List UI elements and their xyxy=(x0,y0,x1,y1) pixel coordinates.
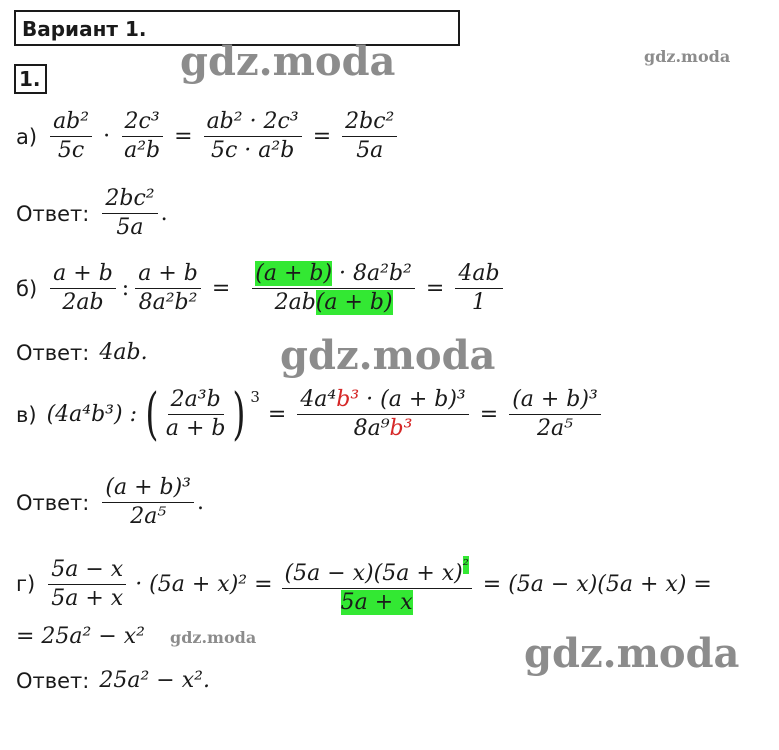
numerator xyxy=(252,260,415,289)
part-v-answer xyxy=(16,474,204,531)
fraction xyxy=(48,556,126,613)
result-line: = 25a² − x² xyxy=(16,624,146,649)
fraction xyxy=(252,260,415,317)
right-paren: ) xyxy=(232,381,246,447)
numerator-rest: · 8a²b² xyxy=(332,261,412,286)
middle-expression: · (5a + x)² = xyxy=(135,571,273,597)
fraction xyxy=(121,108,163,165)
lhs-expression: (4a⁴b³) : xyxy=(46,402,137,427)
denominator: 5a xyxy=(116,215,144,240)
numerator-part: · (a + b)³ xyxy=(359,387,466,412)
denominator-part: 8a⁹ xyxy=(353,416,390,441)
answer-label: Ответ: xyxy=(16,340,90,365)
denominator: 5c xyxy=(57,138,85,163)
equals-sign: = xyxy=(174,124,193,149)
denominator xyxy=(272,289,396,317)
equals-sign: = xyxy=(267,402,287,427)
part-v-label: в) xyxy=(16,402,37,427)
part-a-label: а) xyxy=(16,124,38,149)
fraction xyxy=(135,260,201,317)
answer-value: 25a² − x². xyxy=(99,668,210,693)
multiply-dot: · xyxy=(103,124,111,149)
answer-label: Ответ: xyxy=(16,490,90,515)
period: . xyxy=(160,201,168,226)
watermark-2: gdz.moda xyxy=(644,47,731,66)
numerator: ab² · 2c³ xyxy=(204,108,302,137)
watermark-4: gdz.moda xyxy=(170,628,257,647)
denominator: 5a xyxy=(356,138,384,163)
fraction xyxy=(204,108,302,165)
part-g-answer xyxy=(16,668,210,693)
answer-label: Ответ: xyxy=(16,668,90,693)
fraction xyxy=(163,386,229,443)
denominator: 2ab xyxy=(62,290,104,315)
result-expression: = (5a − x)(5a + x) = xyxy=(482,571,712,597)
part-a-equation xyxy=(16,108,400,165)
denominator: 8a²b² xyxy=(138,290,198,315)
highlighted-factor: (a + b) xyxy=(255,261,333,286)
fraction xyxy=(282,551,472,617)
denominator: a + b xyxy=(165,416,226,441)
fraction xyxy=(50,108,92,165)
denominator: a²b xyxy=(124,138,161,163)
divide-colon: : xyxy=(121,276,130,301)
power-exponent: 3 xyxy=(250,388,260,406)
period: . xyxy=(196,490,204,515)
numerator: 4ab xyxy=(455,260,502,289)
numerator: 2bc² xyxy=(342,108,397,137)
numerator-part: (5a − x)(5a + x) xyxy=(284,561,463,586)
fraction xyxy=(102,474,194,531)
denominator: 1 xyxy=(471,290,486,315)
denominator: 2a⁵ xyxy=(537,416,573,441)
part-g-label: г) xyxy=(16,572,36,596)
numerator: (a + b)³ xyxy=(102,474,194,503)
equals-sign: = xyxy=(479,402,499,427)
highlighted-factor: (a + b) xyxy=(315,290,393,315)
part-b-equation xyxy=(16,260,506,317)
part-b-answer xyxy=(16,340,148,365)
variant-title: Вариант 1. xyxy=(22,17,147,41)
watermark-1: gdz.moda xyxy=(180,38,396,85)
fraction xyxy=(455,260,502,317)
numerator: 2a³b xyxy=(168,386,224,415)
equals-sign: = xyxy=(425,276,445,301)
watermark-5: gdz.moda xyxy=(524,630,740,677)
fraction xyxy=(102,185,157,242)
part-g-continuation xyxy=(16,624,145,649)
fraction xyxy=(297,386,468,443)
denominator-start: 2ab xyxy=(274,290,316,315)
equals-sign: = xyxy=(211,276,231,301)
part-b-label: б) xyxy=(16,276,38,301)
highlighted-exponent: ² xyxy=(462,556,469,574)
fraction xyxy=(342,108,397,165)
answer-label: Ответ: xyxy=(16,201,90,226)
denominator: 5a + x xyxy=(51,585,124,611)
numerator: 2c³ xyxy=(122,108,163,137)
numerator: 5a − x xyxy=(48,556,126,585)
numerator xyxy=(282,551,472,589)
denominator xyxy=(338,589,416,617)
part-a-answer xyxy=(16,185,168,242)
left-paren: ( xyxy=(145,381,159,447)
denominator: 2a⁵ xyxy=(130,504,167,529)
cancelled-factor: b³ xyxy=(389,416,413,441)
fraction xyxy=(509,386,601,443)
part-v-equation xyxy=(16,381,604,447)
numerator: a + b xyxy=(135,260,201,289)
highlighted-factor: 5a + x xyxy=(340,590,413,615)
equals-sign: = xyxy=(312,124,332,149)
watermark-3: gdz.moda xyxy=(280,332,496,379)
denominator: 5c · a²b xyxy=(210,138,295,163)
part-g-equation xyxy=(16,551,712,617)
denominator xyxy=(351,415,416,443)
fraction xyxy=(50,260,116,317)
numerator xyxy=(297,386,468,415)
numerator: 2bc² xyxy=(102,185,157,214)
numerator: a + b xyxy=(50,260,116,289)
numerator: (a + b)³ xyxy=(509,386,601,415)
answer-value: 4ab. xyxy=(99,340,148,365)
cancelled-factor: b³ xyxy=(336,387,360,412)
task-number: 1. xyxy=(19,67,41,91)
numerator: ab² xyxy=(50,108,92,137)
numerator-part: 4a⁴ xyxy=(300,387,337,412)
task-number-box xyxy=(14,64,47,94)
